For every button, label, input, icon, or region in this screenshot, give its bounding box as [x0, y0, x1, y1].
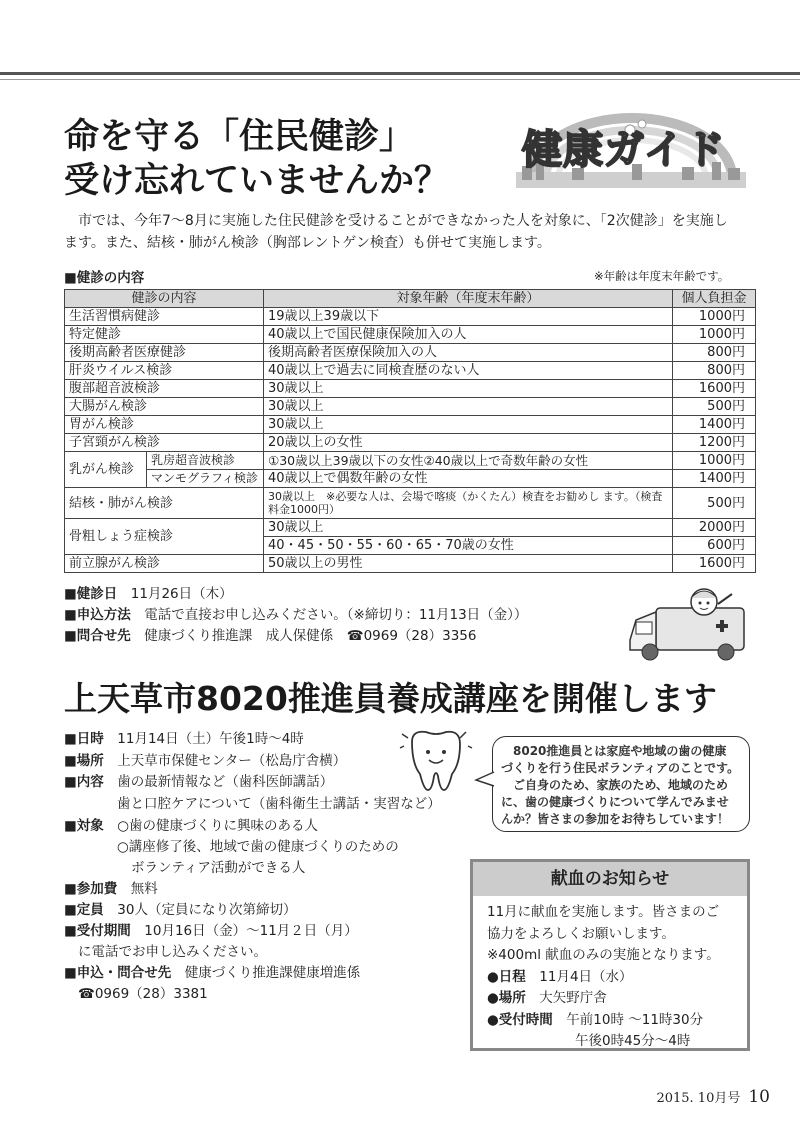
table-row [65, 555, 756, 573]
event-fee-line [64, 878, 158, 900]
exam-target: 40歳以上で偶数年齢の女性 [264, 470, 673, 488]
exam-name: 後期高齢者医療健診 [65, 344, 264, 362]
exam-target: 後期高齢者医療保険加入の人 [264, 344, 673, 362]
table-row [65, 380, 756, 398]
ambulance-icon [626, 586, 754, 666]
exam-table-wrap [64, 289, 756, 573]
exam-fee: 1200円 [673, 434, 756, 452]
exam-target: 30歳以上 ※必要な人は、会場で喀痰（かくたん）検査をお勧めし ます。（検査料金1000円） [264, 488, 673, 519]
event-date-label: ■日時 [64, 731, 104, 747]
exam-fee: 500円 [673, 488, 756, 519]
exam-target: 20歳以上の女性 [264, 434, 673, 452]
exam-name: 前立腺がん検診 [65, 555, 264, 573]
table-row [65, 519, 756, 537]
health-guide-badge [512, 112, 750, 190]
exam-name: マンモグラフィ検診 [147, 470, 264, 488]
exam-contact-line [64, 625, 476, 647]
blood-line2: 協力をよろしくお願いします。 [487, 925, 675, 942]
exam-name: 肝炎ウイルス検診 [65, 362, 264, 380]
exam-apply-value: 電話で直接お申し込みください。（※締切り：11月13日（金）） [144, 607, 528, 623]
exam-name: 生活習慣病健診 [65, 308, 264, 326]
top-rule-thin [0, 79, 800, 80]
blood-time-value1: 午前10時 ～11時30分 [566, 1011, 704, 1028]
exam-fee: 800円 [673, 362, 756, 380]
event-place-label: ■場所 [64, 753, 104, 769]
blood-time-value2: 午後0時45分～4時 [575, 1033, 691, 1049]
blood-line3: ※400ml 献血のみの実施となります。 [487, 947, 720, 963]
blood-time-line [487, 1010, 739, 1032]
event-place-line [64, 750, 346, 772]
event-date-line [64, 728, 304, 750]
table-header: 対象年齢（年度末年齢） [264, 290, 673, 308]
event-contact-phone: ☎0969（28）3381 [78, 986, 208, 1002]
exam-apply-label: ■申込方法 [64, 607, 131, 623]
exam-target: ①30歳以上39歳以下の女性②40歳以上で奇数年齢の女性 [264, 452, 673, 470]
exam-target: 30歳以上 [264, 519, 673, 537]
blood-date-value: 11月4日（水） [539, 968, 633, 985]
breast-group: 乳がん検診 [65, 452, 147, 488]
intro-line1: 市では、今年7～8月に実施した住民健診を受けることができなかった人を対象に、「2次健診」を実施し [78, 213, 728, 229]
event-capacity-line [64, 899, 296, 921]
exam-apply-line [64, 604, 527, 626]
table-row [65, 398, 756, 416]
exam-fee: 1400円 [673, 470, 756, 488]
exam-fee: 600円 [673, 537, 756, 555]
exam-fee: 1400円 [673, 416, 756, 434]
exam-name: 乳房超音波検診 [147, 452, 264, 470]
event-content-value2: 歯と口腔ケアについて（歯科衛生士講話・実習など） [117, 796, 441, 812]
table-header-row [65, 290, 756, 308]
table-header: 個人負担金 [673, 290, 756, 308]
blood-donation-body [487, 902, 739, 1053]
bubble-line: に、歯の健康づくりについて学んでみませ [501, 795, 729, 809]
article2-title: 上天草市8020推進員養成講座を開催します [64, 679, 717, 718]
event-target-value2: ○講座修了後、地域で歯の健康づくりのための [117, 839, 399, 855]
tooth-character-icon [398, 724, 474, 798]
event-contact-value: 健康づくり推進課健康増進係 [184, 965, 361, 981]
issue-label: 2015. 10月号 [656, 1091, 741, 1106]
exam-target: 40歳以上で国民健康保険加入の人 [264, 326, 673, 344]
event-contact-line [64, 962, 360, 984]
event-target-value3: ボランティア活動ができる人 [131, 860, 306, 876]
blood-donation-title: 献血のお知らせ [473, 862, 747, 896]
page-footer [656, 1087, 770, 1107]
event-target-value1: ○歯の健康づくりに興味のある人 [117, 818, 319, 834]
bubble-line: 8020推進員とは家庭や地域の歯の健康 [513, 744, 727, 758]
exam-fee: 1000円 [673, 308, 756, 326]
table-row [65, 326, 756, 344]
event-content-line [64, 771, 333, 793]
exam-contact-label: ■問合せ先 [64, 628, 131, 644]
article1-title-line1: 命を守る「住民健診」 [64, 117, 415, 157]
age-note: ※年齢は年度末年齢です。 [594, 269, 730, 283]
blood-donation-box [470, 859, 750, 1051]
exam-target: 30歳以上 [264, 398, 673, 416]
table-row [65, 344, 756, 362]
article1-intro [64, 210, 754, 254]
exam-fee: 500円 [673, 398, 756, 416]
exam-target: 30歳以上 [264, 416, 673, 434]
table-row [65, 308, 756, 326]
blood-time-label: ●受付時間 [487, 1011, 553, 1028]
article1-title-line2: 受け忘れていませんか？ [64, 161, 450, 201]
table-row [65, 452, 756, 470]
exam-fee: 800円 [673, 344, 756, 362]
exam-section-label: ■健診の内容 [64, 270, 145, 286]
volunteer-speech-bubble [492, 736, 750, 832]
exam-name: 胃がん検診 [65, 416, 264, 434]
exam-contact-value: 健康づくり推進課 成人保健係 ☎0969（28）3356 [144, 628, 477, 644]
table-row [65, 416, 756, 434]
page-number: 10 [748, 1087, 770, 1107]
exam-name: 骨粗しょう症検診 [65, 519, 264, 555]
table-row [65, 434, 756, 452]
blood-date-label: ●日程 [487, 968, 526, 985]
bubble-tail-icon [474, 770, 496, 790]
event-capacity-label: ■定員 [64, 902, 104, 918]
bubble-line: ご自身のため、家族のため、地域のため [513, 778, 729, 792]
top-rule [0, 72, 800, 75]
exam-date-line [64, 583, 233, 605]
health-guide-label: 健康ガイド [522, 127, 726, 173]
blood-place-line [487, 988, 739, 1010]
exam-target: 30歳以上 [264, 380, 673, 398]
exam-fee: 1000円 [673, 452, 756, 470]
event-period-line [64, 920, 358, 942]
event-capacity-value: 30人（定員になり次第締切） [117, 902, 297, 918]
blood-date-line [487, 967, 739, 989]
bubble-line: づくりを行う住民ボランティアのことです。 [501, 761, 740, 775]
event-period-value2: に電話でお申し込みください。 [78, 944, 267, 960]
exam-name: 腹部超音波検診 [65, 380, 264, 398]
exam-fee: 1600円 [673, 555, 756, 573]
blood-place-value: 大矢野庁舎 [539, 990, 607, 1006]
blood-line1: 11月に献血を実施します。皆さまのご [487, 904, 720, 920]
table-row [65, 362, 756, 380]
event-content-value1: 歯の最新情報など（歯科医師講話） [117, 774, 334, 790]
intro-line2: ます。また、結核・肺がん検診（胸部レントゲン検査）も併せて実施します。 [64, 235, 551, 251]
exam-date-value: 11月26日（木） [130, 586, 233, 602]
event-target-label: ■対象 [64, 818, 104, 834]
event-fee-value: 無料 [130, 881, 158, 897]
event-period-label: ■受付期間 [64, 923, 131, 939]
table-header: 健診の内容 [65, 290, 264, 308]
event-place-value: 上天草市保健センター（松島庁舎横） [117, 753, 347, 769]
event-target-line [64, 815, 318, 837]
exam-name: 結核・肺がん検診 [65, 488, 264, 519]
exam-fee: 1600円 [673, 380, 756, 398]
event-period-value: 10月16日（金）～11月２日（月） [144, 923, 358, 939]
exam-date-label: ■健診日 [64, 586, 118, 602]
event-contact-label: ■申込・問合せ先 [64, 965, 172, 981]
exam-fee: 1000円 [673, 326, 756, 344]
exam-name: 子宮頸がん検診 [65, 434, 264, 452]
bubble-line: んか？皆さまの参加をお待ちしています！ [501, 812, 730, 826]
exam-table [64, 289, 756, 573]
exam-target: 40歳以上で過去に同検査歴のない人 [264, 362, 673, 380]
blood-place-label: ●場所 [487, 990, 526, 1006]
event-date-value: 11月14日（土）午後1時～4時 [117, 731, 304, 747]
table-row [65, 470, 756, 488]
exam-target: 50歳以上の男性 [264, 555, 673, 573]
event-content-label: ■内容 [64, 774, 104, 790]
exam-target: 19歳以上39歳以下 [264, 308, 673, 326]
event-fee-label: ■参加費 [64, 881, 118, 897]
exam-name: 特定健診 [65, 326, 264, 344]
exam-name: 大腸がん検診 [65, 398, 264, 416]
table-row [65, 488, 756, 519]
exam-fee: 2000円 [673, 519, 756, 537]
exam-target: 40・45・50・55・60・65・70歳の女性 [264, 537, 673, 555]
